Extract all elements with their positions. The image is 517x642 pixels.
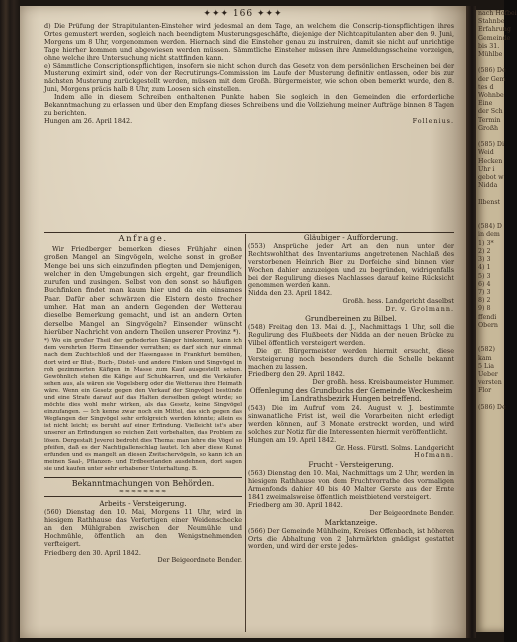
neighbor-line: nach Hofbei [478, 10, 517, 17]
decree-paragraph-d: d) Die Prüfung der Strapitulanten-Einsteher wird jedesmal an dem Tage, an welchem die Conscrip-tionspflichtigen ihres Ortes gemustert werden, sogleich nach beendigtem Musterungsgeschäfte, diejenige der Nichtcapitulanten aber den 9. Juni, Morgens um 8 Uhr, vorgenommen werden. Hiernach sind die Einsteher genau zu instruiren, damit sie nicht auf unrichtige Tage hierher kommen und abgewiesen werden müssen. Sämmtliche Einsteher müssen ihre Anmeldungsscheine vorzeigen, ohne welche ihre Untersuchung nicht stattfinden kann. [44, 22, 454, 62]
neighbor-line: Ueber [478, 370, 498, 378]
arbeit-text: (560) Dienstag den 10. Mai, Morgens 11 Uhr, wird in hiesigem Rathhause das Verfertigen einer Weidenschecke an den Mühlgraben zwischen der Neumühle und Hochmühle, öffentlich an den Wenigstnehmenden verfteigert. [44, 508, 242, 548]
notice-563-signer: Der Beigeordnete Bender. [369, 508, 454, 517]
notice-563: (563) Dienstag den 10. Mai, Nachmittags um 2 Uhr, werden in hiesigem Rathhause von dem Fruchtvorrathe des vormaligen Armenfonds dahier 40 bis 40 Malter Gerste aus der Ernte 1841 zweimalsweise öffentlich meistbietend versteigert. [248, 469, 454, 501]
neighbor-line [476, 338, 504, 346]
neighbor-line: kam [478, 354, 492, 362]
notice-543-signer: Hofmann. [414, 451, 454, 460]
neighbor-line: Weid [478, 149, 494, 157]
neighbor-line: 2) 2 [478, 247, 491, 255]
arbeit-date: Friedberg den 30. April 1842. [44, 548, 141, 557]
decree-paragraph-closing: Indem alle in diesem Schreiben enthaltenen Punkte haben Sie sogleich in den Gemeinden die erforderliche Bekanntmachung zu erlassen und über den Empfang dieses Schreibens und die Vollziehung meiner Aufträge binnen 8 Tagen zu berichten. [44, 93, 454, 117]
neighbor-line: (584) D [478, 223, 502, 231]
page-number [20, 9, 466, 19]
neighbor-line: in dem [478, 231, 500, 239]
notice-553-date: Nidda den 23. April 1842. [248, 289, 333, 298]
column-divider [245, 234, 246, 632]
authorities-section-header [44, 477, 242, 497]
right-column [248, 234, 454, 551]
neighbor-line: 5 Lia [478, 362, 494, 370]
neighbor-line: gebot w [478, 174, 504, 182]
neighbor-line [476, 190, 504, 198]
neighbor-line: tes d [478, 83, 494, 91]
notice-543-court: Gr. Hess. Fürstl. Solms. Landgericht [335, 443, 454, 452]
neighbor-line: 4) 1 [478, 264, 491, 272]
notice-548: (548) Freitag den 13. Mai d. J., Nachmittags 1 Uhr, soll die Regulirung des Flußbeets der Nidda an der neuen Brücke zu Vilbel öffentlich versteigert werden. [248, 322, 454, 347]
page-number-ornament-left: ✦✦✦ [203, 9, 233, 19]
neighbor-line: 1) 3* [478, 239, 494, 247]
neighbor-line [476, 133, 504, 141]
notice-553: (553) Ansprüche jeder Art an den nun unter der Rechtswohlthat des Inventariums angetretenen Nachlaß des verstorbenen Heinrich Bier zu Dorfeiche sind binnen vier Wochen dahier anzuzeigen und zu begründen, widrigenfalls bei der Regulirung dieses Nachlasses darauf keine Rücksicht genommen werden kann. [248, 241, 454, 290]
notice-543: (543) Die im Aufruf vom 24. August v. J. bestimmte sinwanatliche Frist ist, weil die Vorarbeiten nicht erledigt werden können, auf 3 Monate erstreckt worden, und wird solches zur Notiz für die Interessenten hiermit veröffentlicht. [248, 404, 454, 436]
neighbor-line: (586) De [478, 67, 506, 75]
neighbor-line: Stahnbe [478, 18, 505, 26]
neighbor-line: (582) [478, 346, 495, 354]
neighbor-line: Gemeinde [478, 34, 511, 42]
neighbor-line: 3) 3 [478, 256, 491, 264]
neighbor-line [476, 330, 504, 338]
neighbor-line: 9) 8 [478, 305, 491, 313]
anfrage-heading: Anfrage. [118, 234, 168, 244]
neighbor-line: Flor [478, 387, 492, 395]
left-column [44, 234, 242, 565]
neighbor-line: 5) 3 [478, 272, 491, 280]
neighbor-line: der Gem [478, 75, 506, 83]
neighbor-line: Hecken [478, 157, 503, 165]
authorities-section-title: Bekanntmachungen von Behörden. [71, 479, 215, 489]
neighbor-line: Termin [478, 116, 501, 124]
notice-566: (566) Der Gemeinde Mühlheim, Kreises Offenbach, ist höheren Orts die Abhaltung von 2 Jahrmärkten gnädigst gestattet worden, und wird der erste jedes- [248, 526, 454, 551]
decree-signature-line [44, 118, 454, 126]
neighbor-line: bis 31. [478, 42, 500, 50]
book-gutter [466, 6, 476, 638]
neighbor-line: ffendi [478, 313, 497, 321]
decree-block [44, 23, 454, 126]
notice-553-court: Großh. hess. Landgericht daselbst [342, 297, 454, 306]
neighbor-line [476, 396, 504, 404]
notice-548-extra: Die gr. Bürgermeister werden hiermit ersucht, diese Versteigerung noch besonders durch die Schelle bekannt machen zu lassen. [248, 346, 454, 371]
notice-548-signer: Der großh. hess. Kreisbaumeister Hummer. [312, 378, 454, 387]
neighbor-line: Erfahrung [478, 26, 511, 34]
neighbor-line [476, 215, 504, 223]
neighbor-page-edge [476, 10, 517, 632]
book-page [20, 6, 466, 638]
anfrage-footnote: *) Wo ein großer Theil der gefiederten Sänger hinkommt, kann ich dem verehrten Herrn Einsender verrathen; es darf sich nur einmal nach dem Zuchtschloß und der Hasengasse in Frankfurt bemühen, dort wird er Blut-, Buch-, Distel- und andere Finken und Singvögel in roh gezimmerten Käfigen in Masse zum Kauf ausgestellt sehen. Gewöhnlich stehen die Käfige auf Schubkarren, und die Verkäufer sehen aus, als wären sie Vogelsberg oder die Wetterau ihre Heimath wäre. Wenn ein Gesetz gegen den Verkauf der Singvögel bestünde und eine Strafe darauf auf das Halten derselben gelegt würde; so möchte dies wohl mehr wirken, als das Gesetz, keine Singvögel einzufangen. — Ich kenne zwar noch ein Mittel, das sich gegen das Wegfangen der Singvögel sehr erfolgreich werden könnte; allein es ist nicht leicht; es beruht auf einer Erfindung. Vielleicht ist's aber unserer an Erfindungen so reichen Zeit vorbehalten, das Problem zu lösen. Dergestalt Jeverei bedroht dies Thema: man lehre die Vögel so pfeifen, daß es der Nachtigallenschlag lautet. Ich aber diese Kunst erfunden und es mangelt an diesen Zwitschervögeln, so kann ich an meinen Saal-, Pflanzen- und Erdbeerlanden ausdehnen, dort sagen sie und kaufen unter sehr erhabener Unterhaltung. B. [44, 338, 242, 472]
grundbereinen-heading: Grundbereinen zu Bilbel. [305, 314, 397, 324]
decree-paragraph-e: e) Sämmtliche Conscriptionspflichtigen, insofern sie nicht schon durch das Gesetz von dem persönlichen Erscheinen bei der Musterung eximirt sind, oder von der Recrutirungs-Commission im Laufe der Musterung definitiv entlassen, oder bis zur nächsten Musterung zurückgestellt werden, müssen mit dem Großh. Bürgermeister, wie schon oben bemerkt wurde, den 8. Juni, Morgens präcis halb 8 Uhr, zum Loosen sich einstellen. [44, 61, 454, 94]
neighbor-line: Obern [478, 321, 498, 329]
notice-553-signer: Dr. v. Grolmann. [385, 305, 454, 314]
grundbuch-heading: Offenlegung des Grundbuchs der Gemeinde Weckesheim im Landrathsbezirk Hungen betreffend. [249, 387, 453, 404]
neighbor-line: Uhr i [478, 165, 495, 173]
neighbor-line: Eine [478, 100, 493, 108]
arbeit-signature: Der Beigeordnete Bender. [157, 556, 242, 565]
decorative-rule: ≈≈≈≈≈≈≈≈ [118, 488, 168, 496]
neighbor-line: versten [478, 379, 502, 387]
neighbor-line: 7) 3 [478, 288, 491, 296]
neighbor-line: Wohnbe [478, 92, 504, 100]
page-number-ornament-right: ✦✦✦ [253, 9, 283, 19]
neighbor-line: Ilbenst [478, 198, 501, 206]
notice-548-date: Friedberg den 29. April 1842. [248, 370, 345, 379]
neighbor-line: Mühlbe [478, 51, 503, 59]
notice-563-date: Friedberg am 30. April 1842. [248, 500, 343, 509]
frucht-heading: Frucht - Versteigerung. [308, 460, 394, 470]
glaeubiger-heading: Gläubiger - Aufforderung. [303, 233, 399, 242]
neighbor-line [476, 59, 504, 67]
neighbor-line: 8) 2 [478, 297, 491, 305]
decree-signature: Follenius. [412, 116, 454, 125]
neighbor-line: der Sch [478, 108, 503, 116]
neighbor-line [476, 207, 504, 215]
neighbor-line: (586) De [478, 403, 506, 411]
neighbor-line: 6) 4 [478, 280, 491, 288]
decree-date: Hungen am 26. April 1842. [44, 116, 133, 125]
neighbor-line: Großh [478, 124, 499, 132]
neighbor-line: Nidda [478, 182, 498, 190]
arbeit-heading: Arbeits - Versteigerung. [99, 499, 187, 509]
notice-543-date: Hungen am 19. April 1842. [248, 435, 337, 444]
markt-heading: Marktanzeige. [324, 517, 378, 527]
page-number-value: 166 [232, 9, 254, 19]
neighbor-line: (585) Di [478, 141, 504, 149]
anfrage-text: Wir Friedberger bemerken dieses Frühjahr einen großen Mangel an Singvögeln, welche sonst in großer Menge bei uns sich einzufinden pflegten und Demjenigen, welcher in den Umgebungen sich ergeht, gar freundlich zurufen und zusingen. Selbst von den sonst so häufigen Buchfinken findet man kaum hier und da ein einsames Paar. Dafür aber schwärzen die Elstern desto frecher umher. Hat man an andern Gegenden der Wetterau dieselbe Bemerkung gemacht, und ist an andern Orten derselbe Mangel an Singvögeln? Einsender wünscht hierüber Nachricht von andern Theilen unserer Provinz *). [44, 245, 242, 336]
